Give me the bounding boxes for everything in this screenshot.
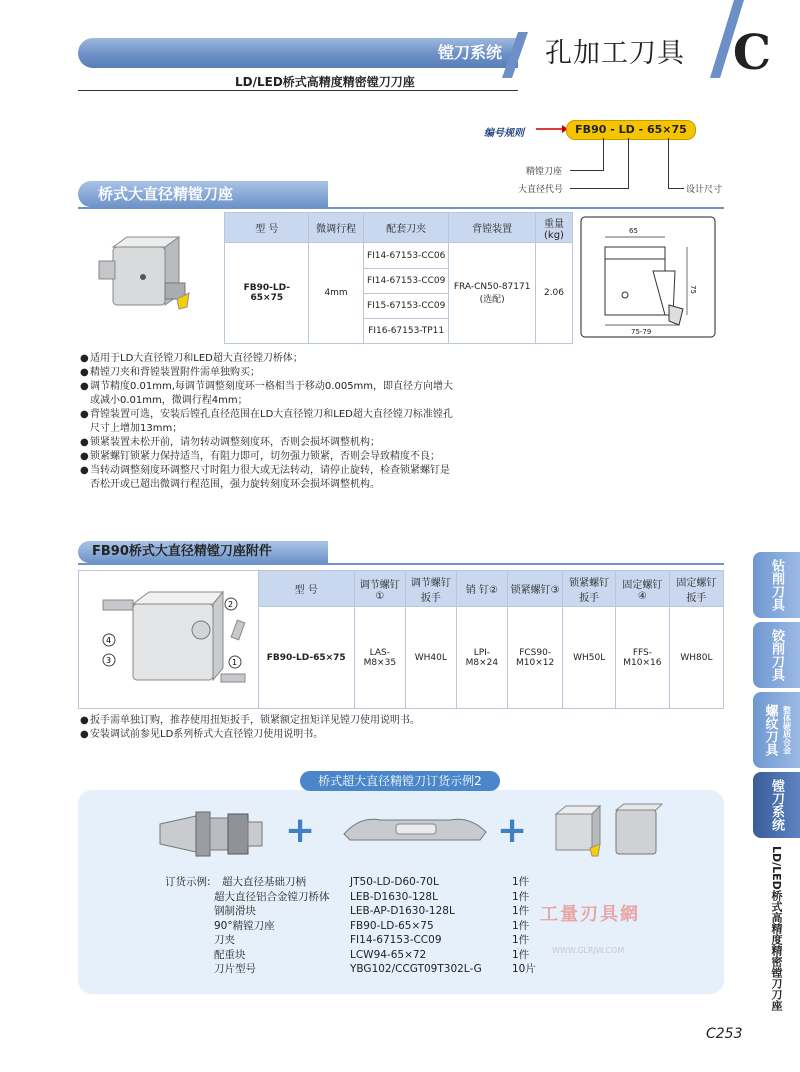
bullet-item: ●背镗装置可选，安装后镗孔直径范围在LD大直径镗刀和LED超大直径镗刀标准镗孔 尺寸上增加13mm； <box>80 409 453 434</box>
section1-underline <box>78 207 724 209</box>
holder-3: FI15-67153-CC09 <box>363 294 448 319</box>
rule-line-3h <box>668 188 684 189</box>
watermark: 工量刃具網 <box>540 904 640 925</box>
dimension-drawing <box>579 213 719 341</box>
row2-lock-screw: FCS90-M10×12 <box>507 607 562 709</box>
order-row: 配重块 LCW94-65×72 1件 <box>214 948 530 961</box>
shank-image <box>156 806 266 862</box>
th2-adjust-screw: 调节螺钉① <box>354 571 405 607</box>
rule-line-2h <box>570 188 629 189</box>
th2-fix-wrench: 固定螺钉扳手 <box>669 571 723 607</box>
row2-model: FB90-LD-65×75 <box>258 607 354 709</box>
bullets1 <box>80 352 480 492</box>
row2-adjust-screw: LAS-M8×35 <box>354 607 405 709</box>
bullet-item: ●适用于LD大直径镗刀和LED超大直径镗刀桥体； <box>80 353 303 364</box>
bullet-item: ●精镗刀夹和背镗装置附件需单独购买； <box>80 367 260 378</box>
bullet-item: ●锁紧螺钉锁紧力保持适当，有阻力即可，切勿强力锁紧，否则会导致精度不良； <box>80 451 440 462</box>
th-back: 背镗装置 <box>449 213 536 243</box>
bullet-item: ●调节精度0.01mm,每调节调整刻度环一格相当于移动0.005mm，即直径方向增大 或减小0.01mm，微调行程4mm； <box>80 381 454 406</box>
dimension-drawing-cell <box>573 213 724 344</box>
th-model: 型 号 <box>225 213 309 243</box>
bridge-image <box>340 810 490 850</box>
section1-title: 桥式大直径精镗刀座 <box>78 181 328 207</box>
bullets2 <box>80 714 580 742</box>
header-underline <box>78 90 518 91</box>
side-tab-reaming[interactable]: 铰削刀具 <box>753 622 800 688</box>
bullet-item: ●扳手需单独订购，推荐使用扭矩扳手，锁紧额定扭矩详见镗刀使用说明书。 <box>80 715 420 726</box>
th-weight: 重量(kg) <box>535 213 572 243</box>
row2-lock-wrench: WH50L <box>563 607 616 709</box>
bullet-item: ●当转动调整刻度环调整尺寸时阻力很大或无法转动，请停止旋转，检查锁紧螺钉是 否松开或已超出微调行程范围，强力旋转刻度环会损坏调整机构。 <box>80 465 450 490</box>
callout-1: 1 <box>232 658 238 667</box>
accessory-image <box>83 574 253 702</box>
th2-adjust-wrench: 调节螺钉扳手 <box>405 571 456 607</box>
side-vertical-title: LD/LED桥式高精度精密镗刀刀座 <box>770 846 783 1011</box>
callout-2: 2 <box>228 600 234 609</box>
back-value <box>449 243 536 344</box>
row2-adjust-wrench: WH40L <box>405 607 456 709</box>
order-row: 超大直径基础刀柄 JT50-LD-D60-70L 1件 <box>222 876 530 888</box>
dim-height: 75 <box>688 284 697 294</box>
accessory-image-cell <box>79 571 259 709</box>
back-note: (选配) <box>479 294 505 305</box>
order-row: 超大直径铝合金镗刀桥体 LEB-D1630-128L 1件 <box>214 890 530 903</box>
rule-label: 编号规则 <box>484 128 524 139</box>
section2-table <box>78 570 724 709</box>
th2-lock-wrench: 锁紧螺钉扳手 <box>563 571 616 607</box>
order-prefix: 订货示例: <box>165 876 211 888</box>
rule-line-2 <box>628 138 629 188</box>
travel-value: 4mm <box>309 243 364 344</box>
page-number: C253 <box>706 1026 743 1042</box>
watermark-url: WWW.GLRJW.COM <box>552 946 625 955</box>
callout-4: 4 <box>106 636 112 645</box>
boring-head-image <box>91 227 211 327</box>
side-tab-boring[interactable]: 镗刀系统 <box>753 772 800 838</box>
header-system: 镗刀系统 <box>437 43 502 62</box>
rule-note-3: 设计尺寸 <box>686 185 723 195</box>
rule-line-1h <box>570 170 604 171</box>
back-code: FRA-CN50-87171 <box>453 281 531 292</box>
side-tab-drilling[interactable]: 钻削刀具 <box>753 552 800 618</box>
plus-icon-1: + <box>285 810 316 851</box>
rule-note-1: 精镗刀座 <box>526 167 563 177</box>
th-holder: 配套刀夹 <box>363 213 448 243</box>
order-row: 钢制滑块 LEB-AP-D1630-128L 1件 <box>214 905 530 917</box>
rule-code: FB90 - LD - 65×75 <box>566 120 696 140</box>
rule-note-2: 大直径代号 <box>518 185 564 195</box>
section1-table <box>78 212 724 344</box>
rule-arrow-icon <box>536 123 568 135</box>
th2-fix-screw: 固定螺钉④ <box>615 571 669 607</box>
order-row: 刀片型号 YBG102/CCGT09T302L-G 10片 <box>214 963 536 975</box>
section2-title: FB90桥式大直径精镗刀座附件 <box>78 541 328 563</box>
row2-pin: LPI-M8×24 <box>456 607 507 709</box>
row2-fix-wrench: WH80L <box>669 607 723 709</box>
row2-fix-screw: FFS-M10×16 <box>615 607 669 709</box>
header-main-title: 孔加工刀具 <box>545 38 685 69</box>
head-and-weight-image <box>550 800 670 862</box>
th2-model: 型 号 <box>258 571 354 607</box>
order-row: 刀夹 FI14-67153-CC09 1件 <box>214 934 530 946</box>
holder-4: FI16-67153-TP11 <box>363 319 448 344</box>
chapter-letter: C <box>732 25 772 81</box>
bullet-item: ●锁紧装置未松开前，请勿转动调整刻度环，否则会损坏调整机构； <box>80 437 380 448</box>
bullet-item: ●安装调试前参见LD系列桥式大直径镗刀使用说明书。 <box>80 729 324 740</box>
th2-pin: 销 钉② <box>456 571 507 607</box>
dim-range: 75-79 <box>630 327 651 336</box>
order-row: 90°精镗刀座 FB90-LD-65×75 1件 <box>214 919 530 932</box>
section2-underline <box>78 563 724 565</box>
weight-value: 2.06 <box>535 243 572 344</box>
holder-1: FI14-67153-CC06 <box>363 243 448 269</box>
boring-head-image-cell <box>78 213 225 344</box>
th-travel: 微调行程 <box>309 213 364 243</box>
dim-width: 65 <box>628 226 638 235</box>
order-tab: 桥式超大直径精镗刀订货示例2 <box>300 771 500 791</box>
plus-icon-2: + <box>497 810 528 851</box>
th2-lock-screw: 锁紧螺钉③ <box>507 571 562 607</box>
side-tab-threading[interactable]: 螺纹刀具 整体硬质合金 <box>753 692 800 768</box>
header-subtitle: LD/LED桥式高精度精密镗刀刀座 <box>235 75 415 89</box>
holder-2: FI14-67153-CC09 <box>363 269 448 294</box>
callout-3: 3 <box>106 656 112 665</box>
rule-line-3 <box>668 138 669 188</box>
rule-line-1 <box>603 138 604 170</box>
model-value: FB90-LD-65×75 <box>225 243 309 344</box>
